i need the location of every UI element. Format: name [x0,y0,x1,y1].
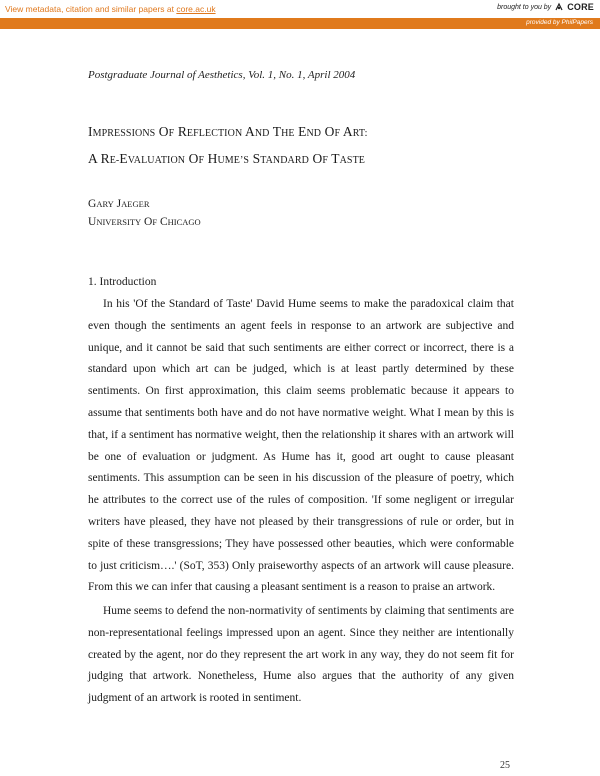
core-link[interactable]: core.ac.uk [176,4,216,14]
body-paragraph-1: In his 'Of the Standard of Taste' David Hume seems to make the paradoxical claim that even though the sentiments an agent feels in response to an artwork are subjective and unique, and it cannot be said that such sentiments are either correct or incorrect, there is a standard upon which art can be judged, which is at least partly determined by these sentiments. On first approximation, this claim seems problematic because it appears to assume that sentiments both have and do not have normative weight. What I mean by this is that, if a sentiment has normative weight, then the relationship it shares with an artwork will be one of evaluation or judgment. As Hume has it, good art ought to cause pleasant sentiments. This assumption can be seen in his discussion of the pleasure of poetry, which he attributes to the correct use of the rules of composition. 'If some negligent or irregular writers have pleased, they have not pleased by their transgressions of rule or order, but in spite of these transgressions; They have possessed other beauties, which were conformable to just criticism….' (SoT, 353) Only praiseworthy aspects of an artwork will cause pleasure. From this we can infer that causing a pleasant sentiment is a reason to praise an artwork. [88,298,514,594]
author-affiliation: UNIVERSITY OF CHICAGO [88,216,201,228]
core-branding[interactable] [497,2,594,12]
paper-title-line-2: A RE-EVALUATION OF HUME’S STANDARD OF TASTE [88,151,365,166]
metadata-text: View metadata, citation and similar papers at [5,4,177,14]
journal-citation: Postgraduate Journal of Aesthetics, Vol. 1, No. 1, April 2004 [88,69,356,81]
core-header-bar [0,0,600,18]
section-heading: 1. Introduction [88,276,157,288]
page-number: 25 [500,760,510,771]
author-name: GARY JAEGER [88,198,150,210]
core-logo-text: CORE [567,2,594,12]
provider-banner [0,18,600,29]
metadata-notice[interactable] [5,4,216,14]
paper-title-line-1: IMPRESSIONS OF REFLECTION AND THE END OF ART: [88,124,368,139]
provided-by-text[interactable]: provided by PhilPapers [526,19,593,26]
body-paragraph-2: Hume seems to defend the non-normativity of sentiments by claiming that sentiments are non-representational feelings impressed upon an agent. Since they neither are intentionally created by the agent, nor do they represent the art work in any way, they do not seem fit for judging that artwork. Nonetheless, Hume also argues that the authority of any given judgment of an artwork is rooted in sentiment. [88,605,514,705]
brought-to-you-text: brought to you by [497,3,552,11]
core-logo-icon [554,2,564,12]
